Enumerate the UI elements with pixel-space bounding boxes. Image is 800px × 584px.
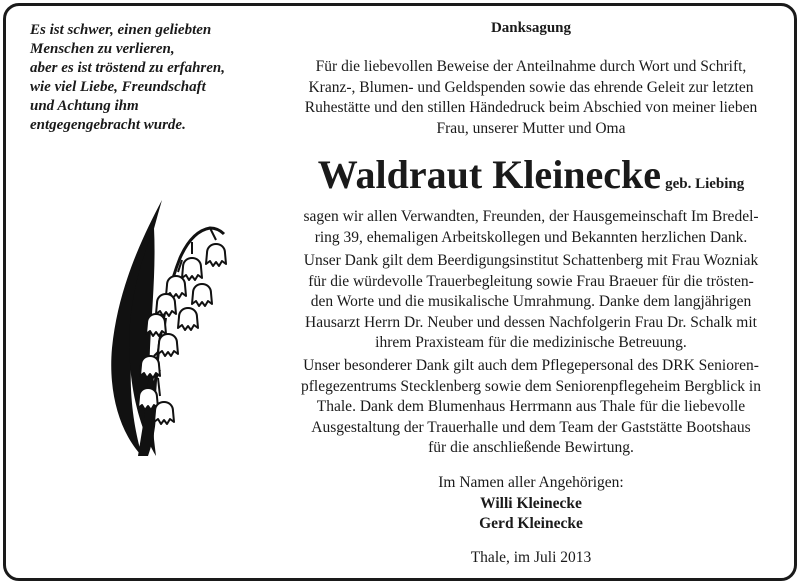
text-line: Frau, unserer Mutter und Oma bbox=[436, 119, 626, 137]
text-line: Für die liebevollen Beweise der Anteilnahme durch Wort und Schrift, bbox=[315, 58, 747, 75]
signatory-name: Gerd Kleinecke bbox=[479, 515, 583, 533]
text-line: Ausgestaltung der Trauerhalle und dem Team der Gaststätte Bootshaus bbox=[311, 418, 751, 436]
thanks-paragraph bbox=[276, 356, 786, 459]
text-line: Unser besonderer Dank gilt auch dem Pflegepersonal des DRK Senioren- bbox=[303, 357, 759, 374]
text-line: Hausarzt Herrn Dr. Neuber und dessen Nachfolgerin Frau Dr. Schalk mit bbox=[305, 313, 757, 331]
thanks-paragraph bbox=[276, 207, 786, 248]
intro-paragraph bbox=[276, 57, 786, 139]
quote-line: aber es ist tröstend zu erfahren, bbox=[30, 60, 226, 76]
deceased-name: Waldraut Kleinecke bbox=[317, 152, 662, 197]
signature-block bbox=[276, 473, 786, 535]
text-line: Ruhestätte und den stillen Händedruck beim Abschied von meiner lieben bbox=[304, 99, 758, 117]
text-line: pflegezentrums Stecklenberg sowie dem Seniorenpflegeheim Bergblick in bbox=[301, 377, 761, 395]
memorial-quote bbox=[30, 21, 280, 135]
quote-line: und Achtung ihm bbox=[30, 98, 139, 114]
text-line: für die würdevolle Trauerbegleitung sowie Frau Braeuer für die trösten- bbox=[308, 272, 754, 290]
text-line: sagen wir allen Verwandten, Freunden, der Hausgemeinschaft Im Bredel- bbox=[303, 208, 759, 225]
page-title: Danksagung bbox=[490, 20, 572, 36]
deceased-name-block bbox=[276, 151, 786, 197]
text-line: ihrem Praxisteam für die medizinische Betreuung. bbox=[375, 334, 687, 352]
text-line: ring 39, ehemaligen Arbeitskollegen und Bekannten herzlichen Dank. bbox=[314, 228, 748, 246]
signature-intro: Im Namen aller Angehörigen: bbox=[438, 474, 624, 491]
text-line: für die anschließende Bewirtung. bbox=[428, 439, 634, 457]
birth-name: geb. Liebing bbox=[665, 176, 745, 192]
lily-of-the-valley-icon bbox=[98, 198, 238, 458]
text-line: Unser Dank gilt dem Beerdigungsinstitut Schattenberg mit Frau Wozniak bbox=[303, 252, 759, 269]
place-date: Thale, im Juli 2013 bbox=[470, 549, 592, 566]
quote-line: entgegengebracht wurde. bbox=[30, 117, 186, 133]
text-line: Kranz-, Blumen- und Geldspenden sowie das ehrende Geleit zur letzten bbox=[308, 78, 754, 96]
quote-line: Es ist schwer, einen geliebten bbox=[30, 22, 212, 38]
text-line: Thale. Dank dem Blumenhaus Herrmann aus Thale für die liebevolle bbox=[316, 398, 746, 416]
quote-line: wie viel Liebe, Freundschaft bbox=[30, 79, 206, 95]
text-line: den Worte und die musikalische Umrahmung. Danke dem langjährigen bbox=[310, 293, 752, 311]
quote-line: Menschen zu verlieren, bbox=[30, 41, 175, 57]
thanks-paragraph bbox=[276, 251, 786, 354]
signatory-name: Willi Kleinecke bbox=[480, 494, 582, 512]
